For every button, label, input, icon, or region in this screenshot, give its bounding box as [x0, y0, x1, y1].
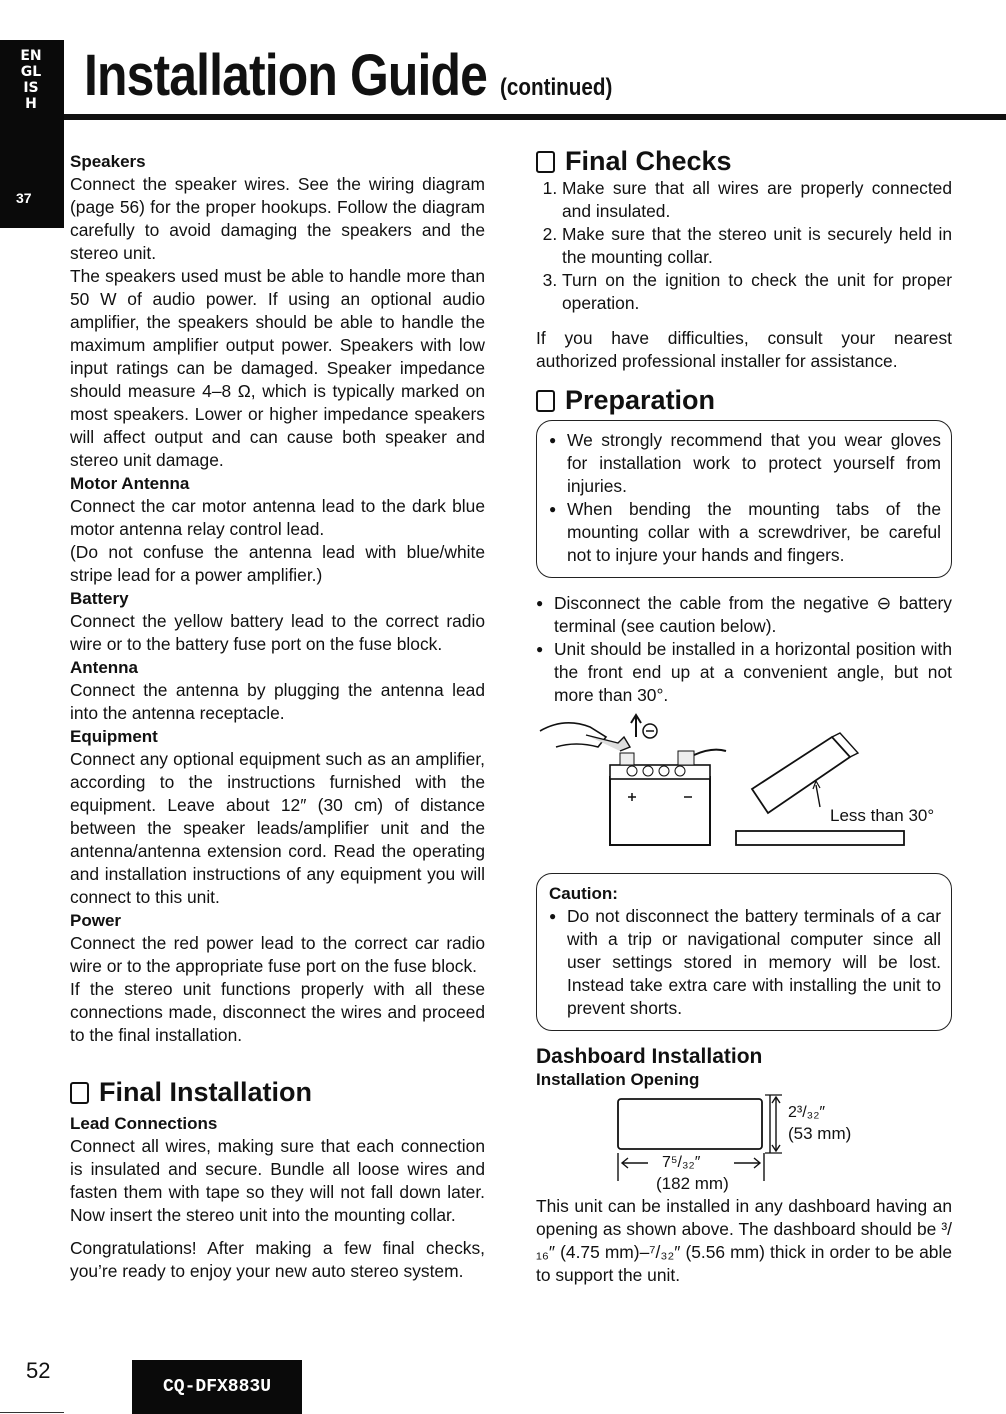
section-box-icon	[70, 1082, 89, 1104]
section-box-icon	[536, 390, 555, 412]
tilted-unit-icon	[752, 737, 850, 813]
installation-opening-heading: Installation Opening	[536, 1070, 700, 1089]
page-title	[84, 44, 612, 120]
negative-terminal-icon: ⊖	[876, 593, 892, 613]
power-paragraph-2: If the stereo unit functions properly with all these connections made, disconnect the wires and proceed to the final installation.	[70, 979, 485, 1045]
caution-heading: Caution:	[549, 884, 618, 903]
preparation-list	[536, 592, 952, 707]
power-heading: Power	[70, 911, 122, 930]
antenna-paragraph: Connect the antenna by plugging the antenna lead into the antenna receptacle.	[70, 680, 485, 723]
final-check-item: 2. Make sure that the stereo unit is securely held in the mounting collar.	[562, 223, 952, 269]
final-checks-title-text: Final Checks	[565, 146, 732, 176]
battery-heading: Battery	[70, 589, 129, 608]
caution-box	[536, 873, 952, 1031]
antenna-heading: Antenna	[70, 658, 138, 677]
preparation-title-text: Preparation	[565, 385, 716, 415]
final-checks-list	[536, 177, 952, 315]
final-check-item: 1. Make sure that all wires are properly connected and insulated.	[562, 177, 952, 223]
final-checks-title	[536, 146, 952, 176]
width-mm-label: (182 mm)	[656, 1174, 729, 1193]
battery-paragraph: Connect the yellow battery lead to the correct radio wire or to the battery fuse port on the fuse block.	[70, 611, 485, 654]
preparation-item-disconnect	[536, 592, 952, 638]
speakers-paragraph-1: Connect the speaker wires. See the wiring diagram (page 56) for the proper hookups. Follow the diagram carefully to avoid damaging the speakers and the stereo unit.	[70, 174, 485, 263]
motor-antenna-paragraph-2: (Do not confuse the antenna lead with blue/white stripe lead for a power amplifier.)	[70, 542, 485, 585]
hand-icon	[540, 723, 606, 747]
disconnect-text-start: Disconnect the cable from the negative	[554, 593, 869, 613]
preparation-figure	[536, 707, 952, 869]
model-number-badge: CQ-DFX883U	[132, 1360, 302, 1414]
congratulations-paragraph: Congratulations! After making a few final checks, you’re ready to enjoy your new auto stereo system.	[70, 1238, 485, 1281]
language-side-tab	[0, 40, 64, 228]
final-check-item: 3. Turn on the ignition to check the unit for proper operation.	[562, 269, 952, 315]
power-paragraph-1: Connect the red power lead to the correct car radio wire or to the appropriate fuse port on the fuse block.	[70, 933, 485, 976]
battery-icon	[610, 777, 710, 845]
height-inch-label: 2³/₃₂″	[788, 1104, 826, 1121]
title-continued: (continued)	[500, 74, 613, 101]
language-label: ENGLISH	[20, 48, 42, 112]
dashboard-paragraph: This unit can be installed in any dashboard having an opening as shown above. The dashboard should be ³/₁₆″ (4.75 mm)–⁷/₃₂″ (5.56 mm) thick in order to be able to support the unit.	[536, 1196, 952, 1285]
right-column	[536, 146, 952, 1287]
height-mm-label: (53 mm)	[788, 1124, 852, 1143]
left-column	[70, 150, 485, 1283]
opening-figure	[536, 1091, 952, 1195]
title-text: Installation Guide	[84, 43, 488, 108]
lead-connections-heading: Lead Connections	[70, 1114, 218, 1133]
motor-antenna-paragraph-1: Connect the car motor antenna lead to the dark blue motor antenna relay control lead.	[70, 496, 485, 539]
wrench-icon	[586, 735, 630, 751]
motor-antenna-heading: Motor Antenna	[70, 474, 190, 493]
preparation-warning-item: ● When bending the mounting tabs of the mounting collar with a screwdriver, be careful not to injure your hands and fingers.	[549, 498, 941, 567]
caution-item: ● Do not disconnect the battery terminals of a car with a trip or navigational computer since all user settings stored in memory will be lost. Instead take extra care with installing the unit to prevent shorts.	[549, 905, 941, 1020]
bottom-rule	[0, 1412, 64, 1413]
up-arrow-icon	[631, 715, 641, 737]
opening-rect	[618, 1099, 762, 1149]
dashboard-installation-heading: Dashboard Installation	[536, 1045, 763, 1068]
opening-dimension-diagram	[536, 1091, 952, 1195]
ground-line	[736, 831, 904, 845]
final-installation-title-text: Final Installation	[99, 1077, 313, 1107]
section-box-icon	[536, 151, 555, 173]
page-number: 52	[26, 1358, 51, 1383]
preparation-item-angle: ● Unit should be installed in a horizontal position with the front end up at a convenient angle, but not more than 30°.	[536, 638, 952, 707]
section-page-ref: 37	[16, 190, 32, 206]
final-installation-title	[70, 1077, 485, 1107]
disconnect-text-end: battery terminal (see caution below).	[554, 593, 952, 636]
angle-label: Less than 30°	[830, 806, 935, 825]
equipment-heading: Equipment	[70, 727, 158, 746]
title-rule	[64, 114, 1006, 120]
preparation-warning-box	[536, 420, 952, 578]
equipment-paragraph: Connect any optional equipment such as an amplifier, according to the instructions furnished with the equipment. Leave about 12″ (30 cm) of distance between the speaker leads/amplifier unit and the antenna/antenna extension cord. Read the operating and installation instructions of any equipment you will connect to this unit.	[70, 749, 485, 907]
final-checks-note: If you have difficulties, consult your nearest authorized professional installer for assistance.	[536, 328, 952, 371]
speakers-heading: Speakers	[70, 152, 146, 171]
battery-angle-illustration	[536, 707, 952, 869]
preparation-warning-item: ● We strongly recommend that you wear gloves for installation work to protect yourself from injuries.	[549, 429, 941, 498]
speakers-paragraph-2: The speakers used must be able to handle more than 50 W of audio power. If using an optional audio amplifier, the speakers should be able to handle the maximum amplifier output power. Speakers with low input ratings can be damaged. Speaker impedance should measure 4–8 Ω, which is typically marked on most speakers. Lower or higher impedance speakers will affect output and can cause both speaker and stereo unit damage.	[70, 266, 485, 470]
lead-connections-paragraph: Connect all wires, making sure that each connection is insulated and secure. Bundle all loose wires and fasten them with tape so they will not fall down later. Now insert the stereo unit into the mounting collar.	[70, 1136, 485, 1225]
width-inch-label: 7⁵/₃₂″	[662, 1154, 701, 1171]
preparation-title	[536, 385, 952, 415]
